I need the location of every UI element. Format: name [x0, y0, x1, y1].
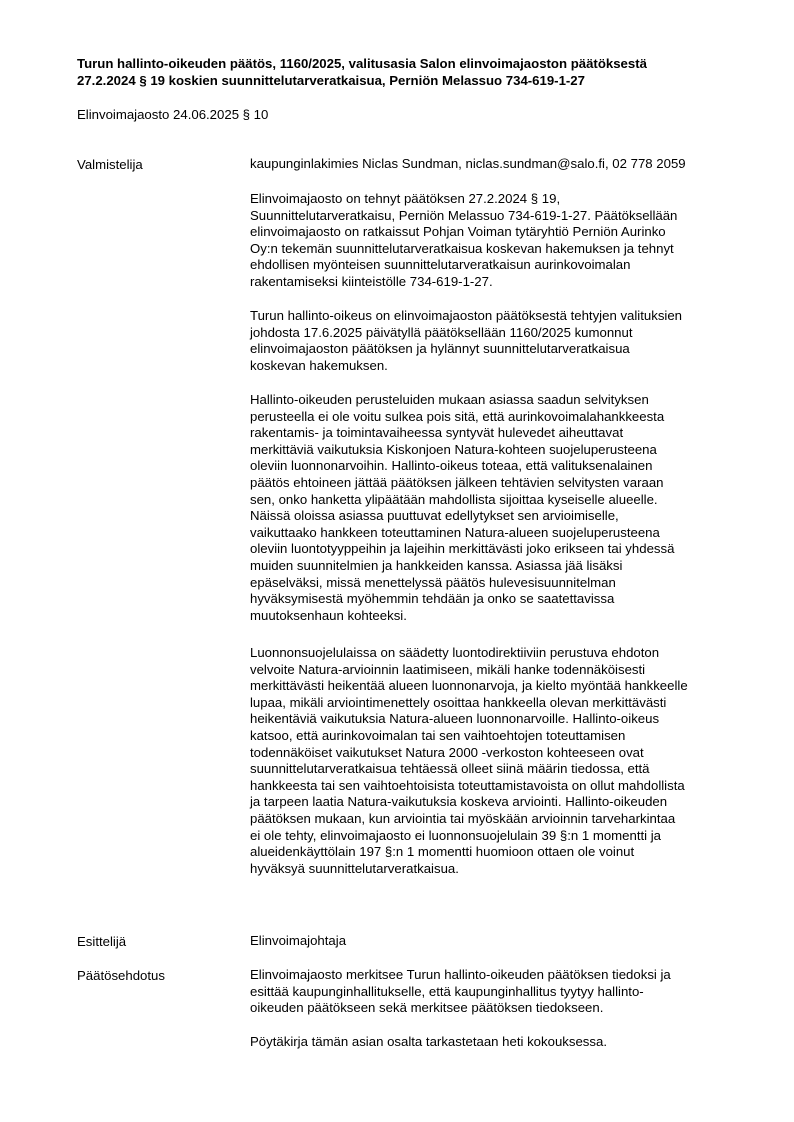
paragraph-1 [250, 191, 740, 291]
paragraph-4 [250, 645, 740, 877]
preparer-contact: kaupunginlakimies Niclas Sundman, niclas.sundman@salo.fi, 02 778 2059 [250, 156, 686, 171]
text-line: rakentamis- ja toimintavaiheessa syntyvät hulevedet aiheuttavat [250, 425, 624, 441]
meeting-reference: Elinvoimajaosto 24.06.2025 § 10 [77, 107, 269, 122]
proposal-label: Päätösehdotus [77, 968, 165, 983]
text-line: Luonnonsuojelulaissa on säädetty luontodirektiiviin perustuva ehdoton [250, 645, 660, 660]
text-line: alueidenkäyttölain 197 §:n 1 momentti huomioon ottaen ole voinut [250, 844, 635, 860]
preparer-label: Valmistelija [77, 157, 143, 172]
title-line: Turun hallinto-oikeuden päätös, 1160/2025, valitusasia Salon elinvoimajaoston päätöksestä [77, 56, 647, 71]
text-line: johdosta 17.6.2025 päivätyllä päätöksellään 1160/2025 kumonnut [250, 324, 633, 340]
text-line: päätöksen mukaan, kun arviointia tai myöskään arvioinnin tarveharkintaa [250, 810, 676, 826]
proposal-note [250, 1034, 740, 1051]
text-line: Suunnittelutarveratkaisu, Perniön Melassuo 734-619-1-27. Päätöksellään [250, 207, 678, 223]
title-line: 27.2.2024 § 19 koskien suunnittelutarveratkaisua, Perniön Melassuo 734-619-1-27 [77, 73, 585, 88]
text-line: perusteella ei ole voitu sulkea pois sitä, että aurinkovoimalahankkeesta [250, 408, 665, 424]
text-line: esittää kaupunginhallitukselle, että kaupunginhallitus tyytyy hallinto- [250, 983, 644, 999]
text-line: elinvoimajaosto on ratkaissut Pohjan Voiman tytäryhtiö Perniön Aurinko [250, 224, 666, 240]
text-line: oikeuden päätökseen sekä merkitsee päätöksen tiedokseen. [250, 1000, 604, 1016]
text-line: oleviin luonnonarvoihin. Hallinto-oikeus toteaa, että valituksenalainen [250, 458, 653, 474]
text-line: muutoksenhaun kohteeksi. [250, 607, 407, 623]
paragraph-2 [250, 308, 740, 374]
text-line: Turun hallinto-oikeus on elinvoimajaoston päätöksestä tehtyjen valituksien [250, 308, 683, 323]
text-line: epäselväksi, missä menettelyssä päätös hulevesisuunnitelman [250, 574, 616, 590]
text-line: hyväksymisestä myöhemmin tehdään ja onko se saatettavissa [250, 591, 615, 607]
text-line: päätös ehtoineen jättää päätöksen jälkeen tehtävien selvitysten varaan [250, 474, 664, 490]
text-line: todennäköiset vaikutukset Natura 2000 -verkoston kohteeseen ovat [250, 744, 644, 760]
text-line: merkittäviä vaikutuksia Kiskonjoen Natura-kohteen suojeluperusteena [250, 441, 657, 457]
text-line: Elinvoimajaosto merkitsee Turun hallinto-oikeuden päätöksen tiedoksi ja [250, 967, 671, 982]
text-line: suunnittelutarveratkaisua tehtäessä olleet siinä määrin tiedossa, että [250, 761, 650, 777]
text-line: elinvoimajaoston päätöksen ja hylännyt suunnittelutarveratkaisua [250, 341, 630, 357]
text-line: merkittävästi heikentää alueen luonnonarvoja, ja kielto myöntää hankkeelle [250, 678, 688, 694]
text-line: hankkeesta tai sen vaihtoehtoisista toteuttamistavoista on ollut mahdollista [250, 777, 685, 793]
text-line: Näissä oloissa asiassa puuttuvat edellytykset sen arvioimiselle, [250, 508, 619, 524]
text-line: oleviin luontotyyppeihin ja lajeihin merkittävästi joko erikseen tai yhdessä [250, 541, 675, 557]
text-line: Elinvoimajaosto on tehnyt päätöksen 27.2.2024 § 19, [250, 191, 561, 206]
text-line: katsoo, että aurinkovoimalan tai sen vaihtoehtojen toteuttamisen [250, 727, 626, 743]
text-line: ehdollisen myönteisen suunnittelutarveratkaisun aurinkovoimalan [250, 257, 631, 273]
presenter-label: Esittelijä [77, 934, 127, 949]
text-line: velvoite Natura-arvioinnin laatimiseen, mikäli hanke todennäköisesti [250, 661, 646, 677]
text-line: Pöytäkirja tämän asian osalta tarkastetaan heti kokouksessa. [250, 1034, 607, 1049]
proposal-text [250, 967, 740, 1017]
preparer-value [250, 156, 740, 173]
text-line: muiden suunnitelmien ja hankkeiden kanssa. Asiassa jää lisäksi [250, 557, 623, 573]
text-line: Oy:n tekemän suunnittelutarveratkaisua koskevan hakemuksen ja tehnyt [250, 240, 674, 256]
presenter-value [250, 933, 740, 950]
text-line: heikentäviä vaikutuksia Natura-alueen luonnonarvoille. Hallinto-oikeus [250, 711, 660, 727]
text-line: lupaa, mikäli arviointimenettely osoittaa hankkeella olevan merkittävästi [250, 694, 667, 710]
text-line: ja tarpeen laatia Natura-vaikutuksia koskeva arviointi. Hallinto-oikeuden [250, 794, 668, 810]
text-line: hyväksyä suunnittelutarveratkaisua. [250, 860, 459, 876]
paragraph-3 [250, 392, 740, 624]
text-line: vaikuttaako hankkeen toteuttaminen Natura-alueen suojeluperusteena [250, 524, 660, 540]
text-line: rakentamiseksi kiinteistölle 734-619-1-27. [250, 273, 493, 289]
text-line: Hallinto-oikeuden perusteluiden mukaan asiassa saadun selvityksen [250, 392, 649, 407]
text-line: ei ole tehty, elinvoimajaosto ei luonnonsuojelulain 39 §:n 1 momentti ja [250, 827, 662, 843]
presenter-name: Elinvoimajohtaja [250, 933, 347, 948]
document-title [77, 55, 747, 89]
text-line: sen, onko hanketta ylipäätään mahdollista sijoittaa kyseiselle alueelle. [250, 491, 658, 507]
text-line: koskevan hakemuksen. [250, 357, 388, 373]
